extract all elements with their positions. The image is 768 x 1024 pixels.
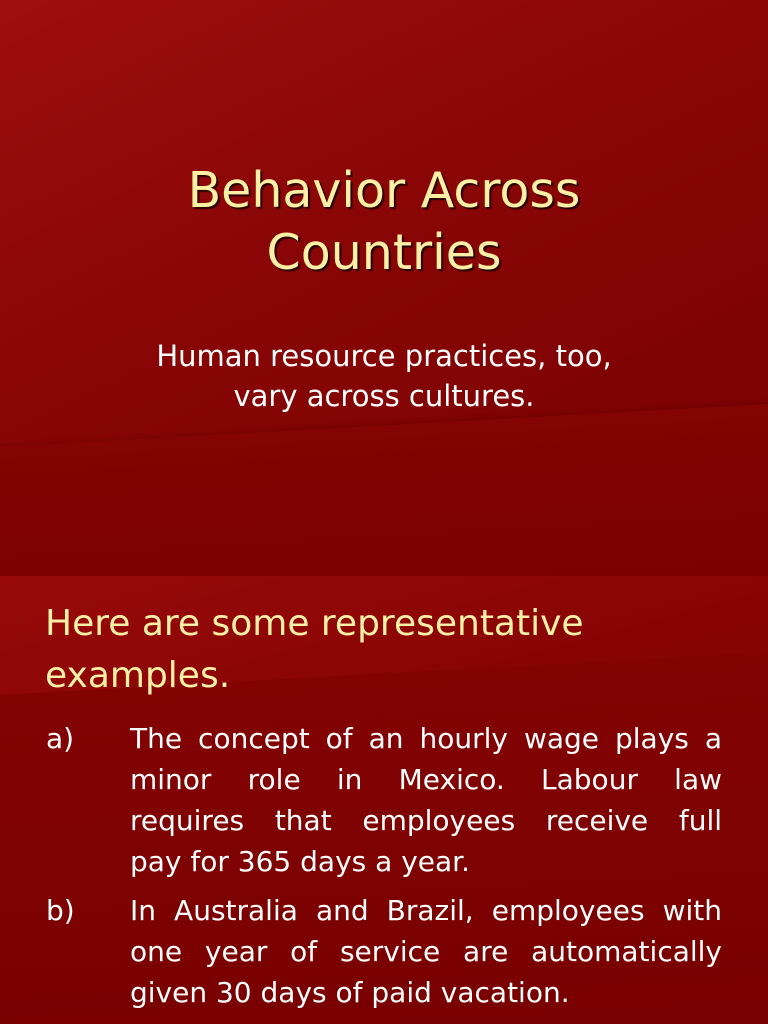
content-slide xyxy=(0,576,768,1024)
content-heading-line: examples. xyxy=(45,655,231,696)
bullet-text xyxy=(130,890,722,1013)
bullet-item-a xyxy=(46,718,722,882)
bullet-line: minor role in Mexico. Labour law xyxy=(130,763,722,796)
content-heading-line: Here are some representative xyxy=(45,603,584,644)
bullet-line: one year of service are automatically xyxy=(130,935,722,968)
bullet-line: The concept of an hourly wage plays a xyxy=(130,722,722,755)
bullet-list xyxy=(46,718,722,1021)
bullet-text xyxy=(130,718,722,882)
slide-subtitle-line: vary across cultures. xyxy=(233,379,535,413)
slide-subtitle xyxy=(0,336,768,416)
bullet-line: requires that employees receive full xyxy=(130,804,722,837)
background-band xyxy=(0,402,768,576)
bullet-marker: b) xyxy=(46,894,75,927)
slide-title-line: Behavior Across xyxy=(187,162,581,219)
slide-subtitle-line: Human resource practices, too, xyxy=(156,339,612,373)
bullet-item-b xyxy=(46,890,722,1013)
bullet-line: In Australia and Brazil, employees with xyxy=(130,894,722,927)
content-heading xyxy=(45,598,735,702)
bullet-line: given 30 days of paid vacation. xyxy=(130,976,570,1009)
slide-title-line: Countries xyxy=(266,224,502,281)
bullet-line: pay for 365 days a year. xyxy=(130,845,470,878)
slide-title xyxy=(0,160,768,284)
bullet-marker: a) xyxy=(46,722,75,755)
